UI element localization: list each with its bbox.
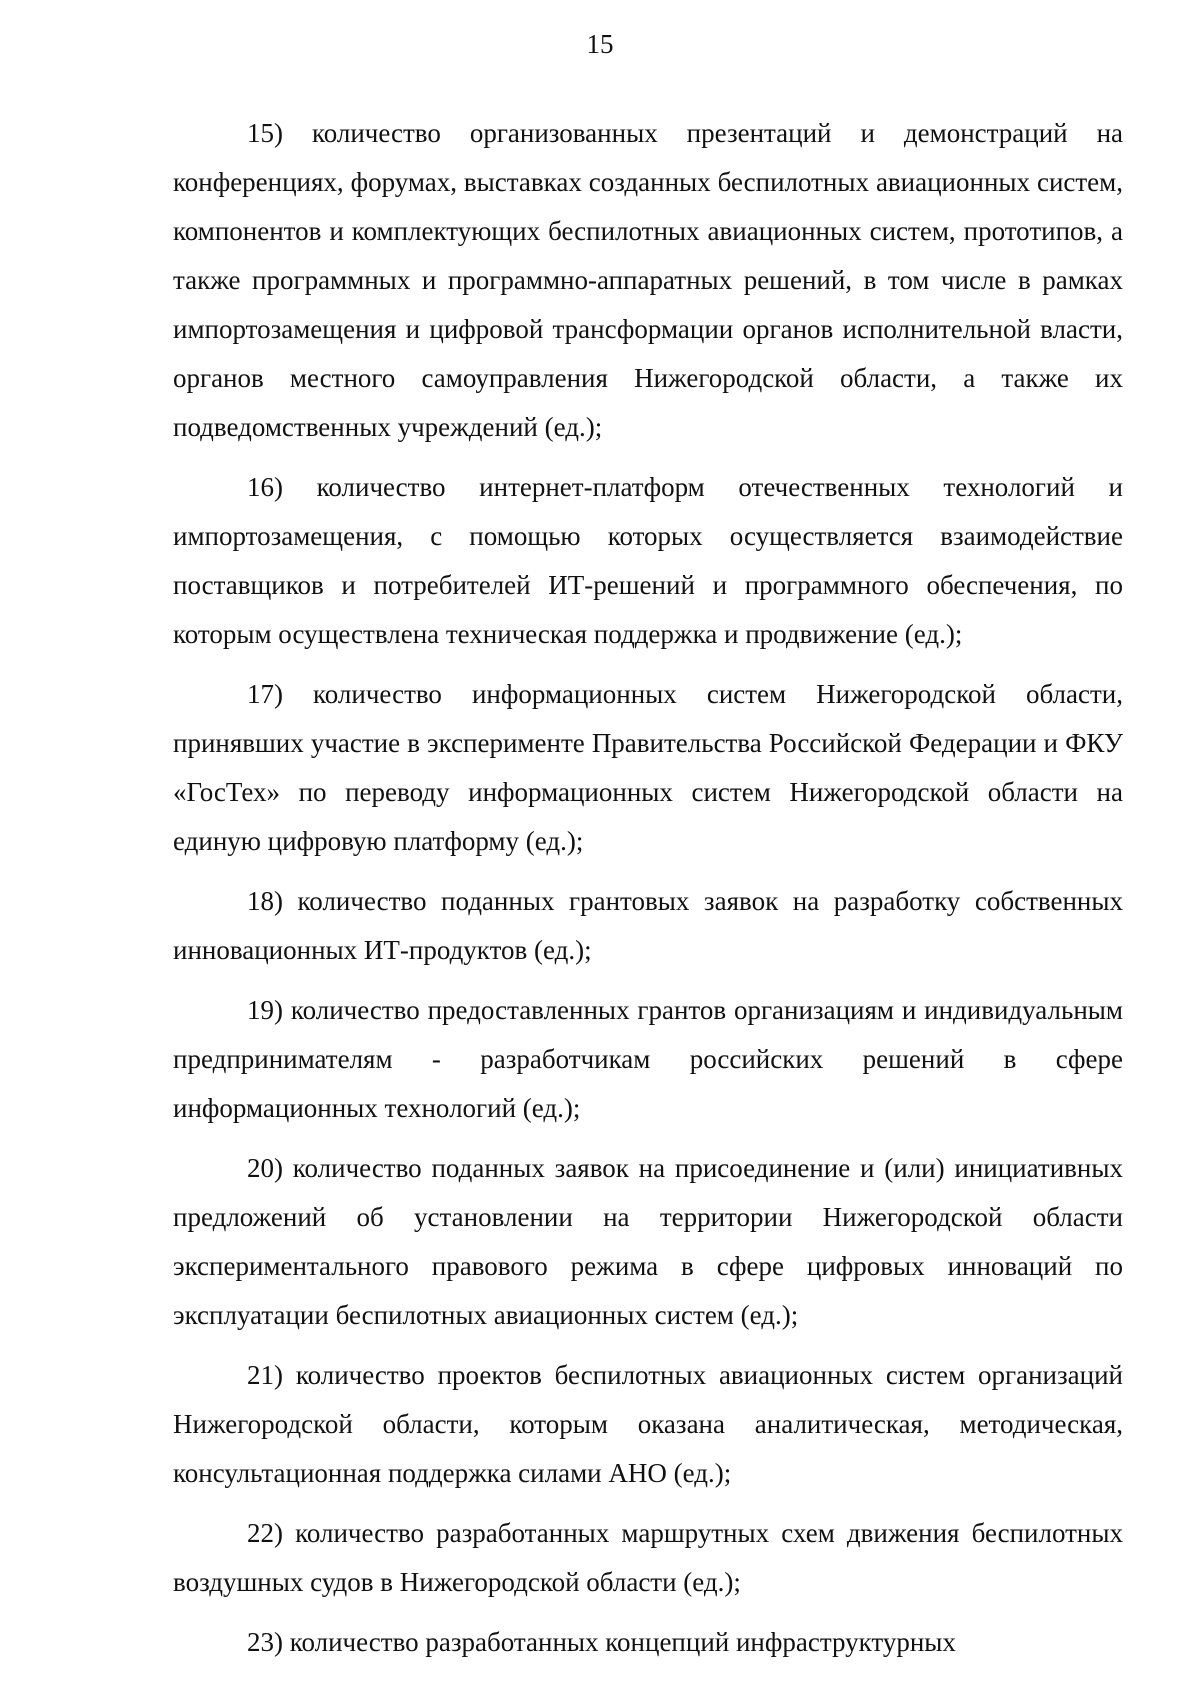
- list-item-17: 17) количество информационных систем Нижегородской области, принявших участие в эксперименте Правительства Российской Федерации и ФКУ «ГосТех» по переводу информационных систем Нижегородской области на единую цифровую платформу (ед.);: [173, 679, 1123, 856]
- list-item-16: 16) количество интернет-платформ отечественных технологий и импортозамещения, с помощью которых осуществляется взаимодействие поставщиков и потребителей ИТ-решений и программного обеспечения, по которым осуществлена техническая поддержка и продвижение (ед.);: [173, 472, 1123, 649]
- list-item-21: 21) количество проектов беспилотных авиационных систем организаций Нижегородской области, которым оказана аналитическая, методическая, консультационная поддержка силами АНО (ед.);: [173, 1360, 1123, 1488]
- list-item-19: 19) количество предоставленных грантов организациям и индивидуальным предпринимателям - разработчикам российских решений в сфере информационных технологий (ед.);: [173, 995, 1123, 1123]
- list-item-23: 23) количество разработанных концепций инфраструктурных: [247, 1627, 956, 1657]
- page-number: 15: [586, 29, 614, 59]
- list-item-15: 15) количество организованных презентаций и демонстраций на конференциях, форумах, выставках созданных беспилотных авиационных систем, компонентов и комплектующих беспилотных авиационных систем, прототипов, а также программных и программно-аппаратных решений, в том числе в рамках импортозамещения и цифровой трансформации органов исполнительной власти, органов местного самоуправления Нижегородской области, а также их подведомственных учреждений (ед.);: [173, 118, 1123, 442]
- document-body: [173, 109, 1123, 1678]
- list-item-18: 18) количество поданных грантовых заявок на разработку собственных инновационных ИТ-продуктов (ед.);: [173, 886, 1123, 965]
- list-item-20: 20) количество поданных заявок на присоединение и (или) инициативных предложений об установлении на территории Нижегородской области экспериментального правового режима в сфере цифровых инноваций по эксплуатации беспилотных авиационных систем (ед.);: [173, 1153, 1123, 1330]
- list-item-22: 22) количество разработанных маршрутных схем движения беспилотных воздушных судов в Нижегородской области (ед.);: [173, 1518, 1123, 1597]
